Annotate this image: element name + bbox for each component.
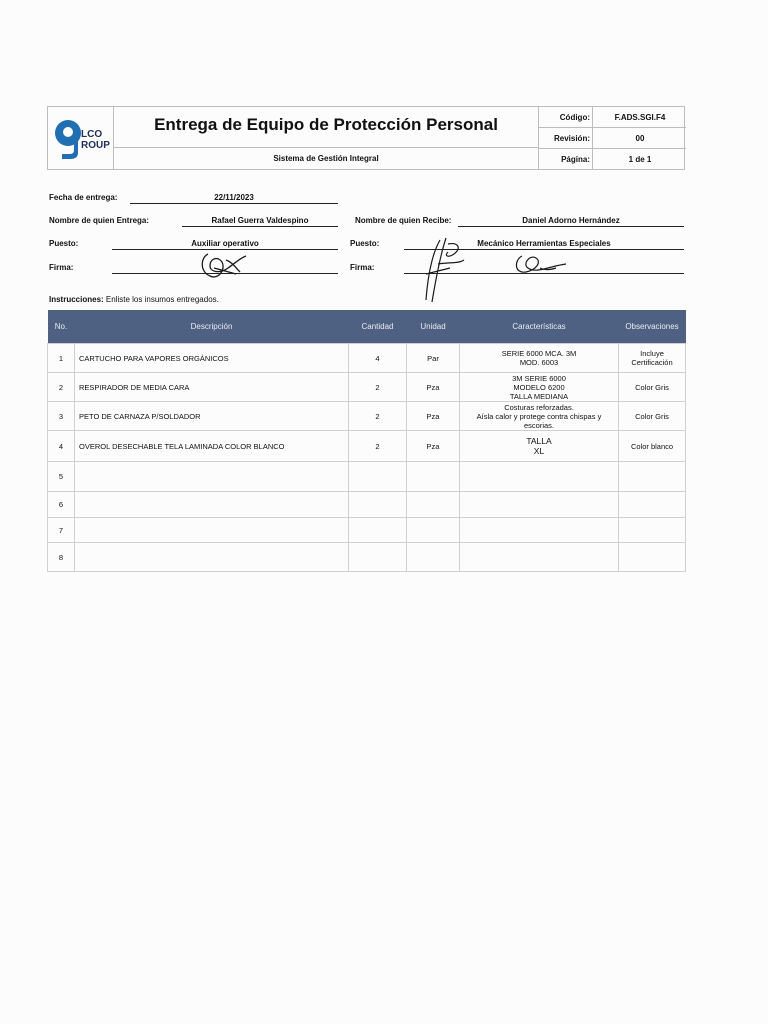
cell-observations: Color blanco bbox=[619, 431, 686, 462]
code-label: Código: bbox=[559, 113, 590, 122]
header-unit: Unidad bbox=[407, 310, 460, 344]
cell-observations bbox=[619, 492, 686, 518]
cell-description bbox=[75, 543, 349, 572]
cell-quantity bbox=[349, 462, 407, 492]
page-value: 1 de 1 bbox=[628, 155, 652, 164]
cell-quantity: 2 bbox=[349, 402, 407, 431]
instructions-label: Instrucciones: bbox=[49, 295, 104, 304]
cell-characteristics bbox=[460, 492, 619, 518]
signature-receiver bbox=[418, 234, 568, 304]
date-underline bbox=[130, 203, 338, 204]
cell-observations bbox=[619, 518, 686, 543]
cell-quantity bbox=[349, 492, 407, 518]
giver-value: Rafael Guerra Valdespino bbox=[211, 216, 309, 225]
receiver-value: Daniel Adorno Hernández bbox=[522, 216, 620, 225]
instructions bbox=[49, 295, 219, 304]
char-line: TALLA MEDIANA bbox=[509, 391, 569, 401]
char-line: TALLA bbox=[526, 435, 552, 446]
table-row bbox=[48, 373, 686, 402]
cell-observations: Incluye Certificación bbox=[619, 344, 686, 373]
header-observations: Observaciones bbox=[619, 310, 686, 344]
cell-description: CARTUCHO PARA VAPORES ORGÁNICOS bbox=[75, 344, 349, 373]
cell-unit: Pza bbox=[407, 431, 460, 462]
signature-label-left: Firma: bbox=[49, 263, 74, 272]
equipment-table bbox=[47, 310, 686, 572]
cell-characteristics bbox=[460, 462, 619, 492]
cell-unit: Pza bbox=[407, 402, 460, 431]
table-row bbox=[48, 543, 686, 572]
char-line: SERIE 6000 MCA. 3M bbox=[501, 349, 577, 358]
cell-characteristics bbox=[460, 431, 619, 462]
char-line: 3M SERIE 6000 bbox=[512, 373, 566, 383]
position-value-left: Auxiliar operativo bbox=[191, 239, 259, 248]
code-value: F.ADS.SGI.F4 bbox=[614, 113, 666, 122]
revision-label: Revisión: bbox=[553, 134, 590, 143]
table-row bbox=[48, 431, 686, 462]
date-label: Fecha de entrega: bbox=[49, 193, 118, 202]
cell-quantity: 2 bbox=[349, 373, 407, 402]
char-line: MODELO 6200 bbox=[513, 382, 565, 392]
cell-unit bbox=[407, 492, 460, 518]
header-characteristics: Características bbox=[460, 310, 619, 344]
cell-quantity: 2 bbox=[349, 431, 407, 462]
document-subtitle: Sistema de Gestión Integral bbox=[273, 154, 379, 163]
cell-characteristics bbox=[460, 344, 619, 373]
cell-description: PETO DE CARNAZA P/SOLDADOR bbox=[75, 402, 349, 431]
svg-text:ROUP: ROUP bbox=[81, 140, 110, 151]
char-line: Costuras reforzadas. bbox=[504, 402, 574, 412]
cell-unit: Pza bbox=[407, 373, 460, 402]
position-label-left: Puesto: bbox=[49, 239, 79, 248]
char-line: MOD. 6003 bbox=[519, 358, 559, 367]
cell-characteristics bbox=[460, 543, 619, 572]
instructions-text: Enliste los insumos entregados. bbox=[105, 295, 219, 304]
revision-value: 00 bbox=[635, 134, 645, 143]
position-label-right: Puesto: bbox=[350, 239, 380, 248]
cell-no: 4 bbox=[48, 431, 75, 462]
cell-observations: Color Gris bbox=[619, 373, 686, 402]
cell-no: 7 bbox=[48, 518, 75, 543]
cell-description bbox=[75, 518, 349, 543]
cell-unit bbox=[407, 518, 460, 543]
header-no: No. bbox=[48, 310, 75, 344]
cell-no: 2 bbox=[48, 373, 75, 402]
header-description: Descripción bbox=[75, 310, 349, 344]
cell-description: RESPIRADOR DE MEDIA CARA bbox=[75, 373, 349, 402]
cell-quantity bbox=[349, 518, 407, 543]
table-header-row bbox=[48, 310, 686, 344]
cell-observations: Color Gris bbox=[619, 402, 686, 431]
cell-unit: Par bbox=[407, 344, 460, 373]
signature-giver bbox=[196, 248, 256, 284]
cell-no: 6 bbox=[48, 492, 75, 518]
svg-text:LCO: LCO bbox=[81, 129, 103, 140]
cell-unit bbox=[407, 462, 460, 492]
giver-label: Nombre de quien Entrega: bbox=[49, 216, 150, 225]
company-logo bbox=[52, 115, 114, 161]
position-value-right: Mecánico Herramientas Especiales bbox=[477, 239, 611, 248]
table-row bbox=[48, 492, 686, 518]
document-title: Entrega de Equipo de Protección Personal bbox=[154, 115, 498, 134]
table-row bbox=[48, 402, 686, 431]
cell-no: 3 bbox=[48, 402, 75, 431]
document-header bbox=[47, 106, 685, 170]
cell-observations bbox=[619, 543, 686, 572]
table-row bbox=[48, 344, 686, 373]
header-quantity: Cantidad bbox=[349, 310, 407, 344]
char-line: Aísla calor y protege contra chispas y bbox=[476, 411, 602, 421]
cell-observations bbox=[619, 462, 686, 492]
table-row bbox=[48, 518, 686, 543]
cell-quantity bbox=[349, 543, 407, 572]
char-line: escorias. bbox=[523, 420, 554, 430]
receiver-label: Nombre de quien Recibe: bbox=[355, 216, 452, 225]
cell-description bbox=[75, 462, 349, 492]
cell-description: OVEROL DESECHABLE TELA LAMINADA COLOR BLANCO bbox=[75, 431, 349, 462]
cell-characteristics bbox=[460, 373, 619, 402]
cell-unit bbox=[407, 543, 460, 572]
char-line: XL bbox=[533, 446, 545, 456]
table-row bbox=[48, 462, 686, 492]
page-label: Página: bbox=[561, 155, 590, 164]
cell-quantity: 4 bbox=[349, 344, 407, 373]
cell-no: 5 bbox=[48, 462, 75, 492]
receiver-underline bbox=[458, 226, 684, 227]
giver-underline bbox=[182, 226, 338, 227]
cell-no: 1 bbox=[48, 344, 75, 373]
cell-description bbox=[75, 492, 349, 518]
date-value: 22/11/2023 bbox=[214, 193, 254, 202]
cell-characteristics bbox=[460, 518, 619, 543]
cell-characteristics bbox=[460, 402, 619, 431]
signature-label-right: Firma: bbox=[350, 263, 375, 272]
cell-no: 8 bbox=[48, 543, 75, 572]
